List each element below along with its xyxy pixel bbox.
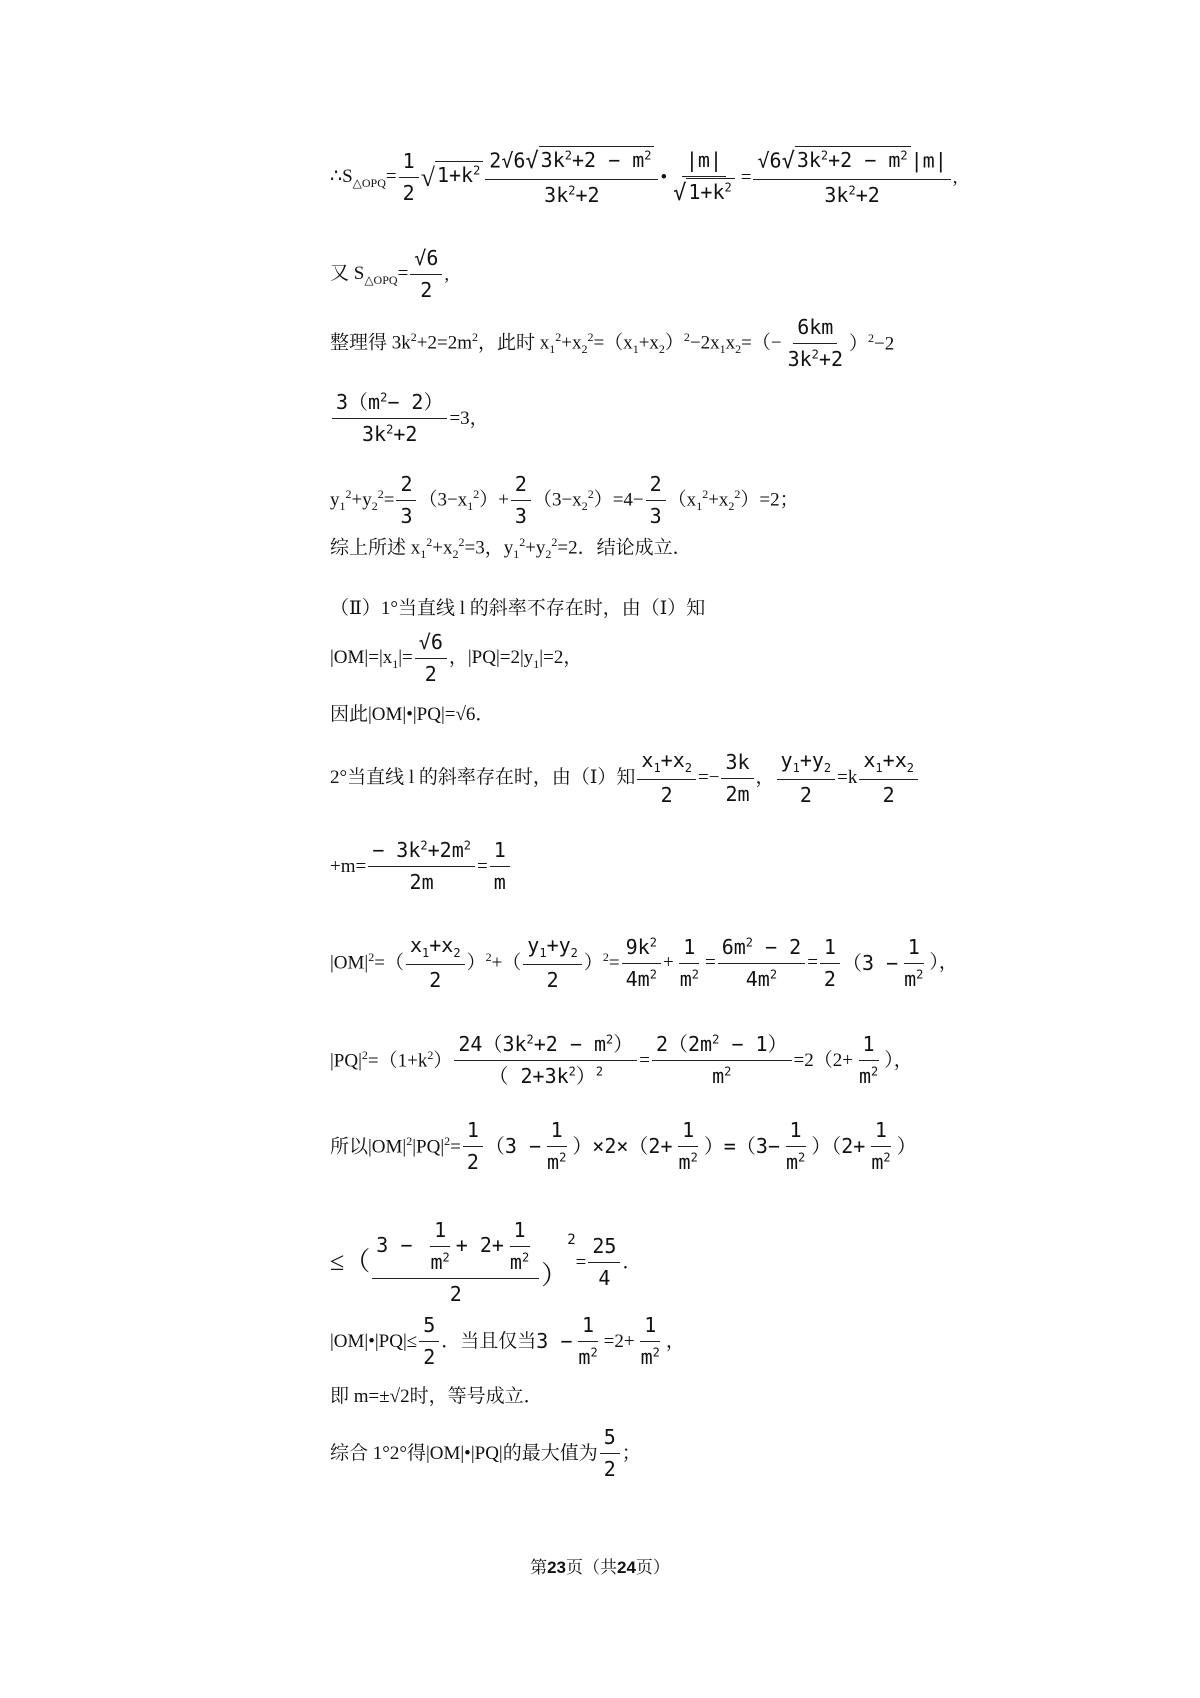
part2-case1-heading: （Ⅱ）1°当直线 l 的斜率不存在时，由（Ⅰ）知 (330, 597, 706, 619)
formula-y-squares: $y_1^2+y_2^2=$ $\frac{2}{3}$ $(3-x_1^2)+$ $\frac{2}{3}$ $(3-x_2^2)=4-$ $\frac{2}{3}$ $(x_1^2+x_2^2)=2$； (330, 472, 799, 528)
formula-product-case1: 因此|OM|•|PQ|=√6． (330, 703, 495, 725)
formula-area-value: 又 $S_{\triangle OPQ}=$ $\frac{√6}{2}$ , (330, 246, 450, 302)
formula-midpoint-y: +m= $\frac{- 3k^2+2m^2}{2m}$ = $\frac{1}{m}$ (330, 838, 512, 895)
formula-max-condition: |OM|•|PQ|≤ $\frac{5}{2}$ ．当且仅当3 − $\frac{1}{m^2}$ =2+ $\frac{1}{m^2}$ ， (330, 1313, 685, 1369)
page-number: 23 (547, 1558, 566, 1577)
formula-inequality: ≤（ 3 − $\frac{1}{m^2}$ + 2+ $\frac{1}{m^2}$ 2 ）$^2$= $\frac{25}{4}$ ． (330, 1218, 642, 1306)
formula-simplify: 整理得 $3k^2+2=2m^2$，此时 $x_1^2+x_2^2=(x_1+x_2)^2-2x_1x_2=(-$ $\frac{6km}{3k^2+2}$ ）$^2$−2 (330, 315, 895, 371)
conclusion-part1: 综上所述 $x_1^2+x_2^2=3$，$y_1^2+y_2^2=2$．结论成立． (330, 535, 692, 562)
part2-case2-heading: 2°当直线 l 的斜率存在时，由（Ⅰ）知 $\frac{x_1+x_2}{2}$ =− $\frac{3k}{2m}$ ， $\frac{y_1+y_2}{2}$ =k $\frac{x_1+x_2}{2}$ (330, 748, 920, 808)
formula-om-squared: $|OM|^2=$（ $\frac{x_1+x_2}{2}$ ）$^2$+（ $\frac{y_1+y_2}{2}$ ）$^2$= $\frac{9k^2}{4m^2}$ + $\frac{1}{m^2}$ = $\frac{6m^2 - 2}{4m^2}$ = $\frac{1}{2}$ （3 − $\frac{1}{m^2}$ ）， (330, 933, 958, 992)
final-conclusion: 综合 1°2°得|OM|•|PQ|的最大值为 $\frac{5}{2}$ ； (330, 1425, 641, 1481)
total-pages: 24 (617, 1558, 636, 1577)
formula-product-squared: 所以$|OM|^2|PQ|^2=$ $\frac{1}{2}$ （3 − $\frac{1}{m^2}$ ）×2×（2+ $\frac{1}{m^2}$ ）=（3− $\frac{1}{m^2}$ ）（2+ $\frac{1}{m^2}$ ） (330, 1118, 917, 1174)
formula-area-expression: $\therefore S_{\triangle OPQ}=$ $\frac{1}{2}$ √ $1+k^2$ $\frac{2√6√ 3k^2+2 - m^2}{3k^2+2}$ • $\frac{|m|}{√ 1+k^2}$ = $\frac{√6√ 3k^2+2 - m^2 |m|}{3k^2+2}$ , (330, 148, 958, 207)
footer-prefix: 第 (530, 1558, 548, 1577)
formula-om-pq-case1: $|OM|=|x_1|=$ $\frac{√6}{2}$ ，$|PQ|=2|y_1|=2$， (330, 630, 583, 686)
formula-continue: $\frac{3(m^2- 2)}{3k^2+2}$ =3， (330, 390, 489, 447)
formula-equality-case: 即 m=±√2时，等号成立． (330, 1385, 543, 1407)
page-footer (0, 1553, 1200, 1578)
footer-suffix: 页） (635, 1558, 670, 1577)
formula-pq-squared: $|PQ|^2=(1+k^2)$ $\frac{24(3k^2+2 - m^2)}{( 2+3k^2)^2}$ = $\frac{2(2m^2 - 1)}{m^2}$ =2（2+ $\frac{1}{m^2}$ ）， (330, 1032, 913, 1088)
footer-middle: 页（共 (566, 1558, 617, 1577)
